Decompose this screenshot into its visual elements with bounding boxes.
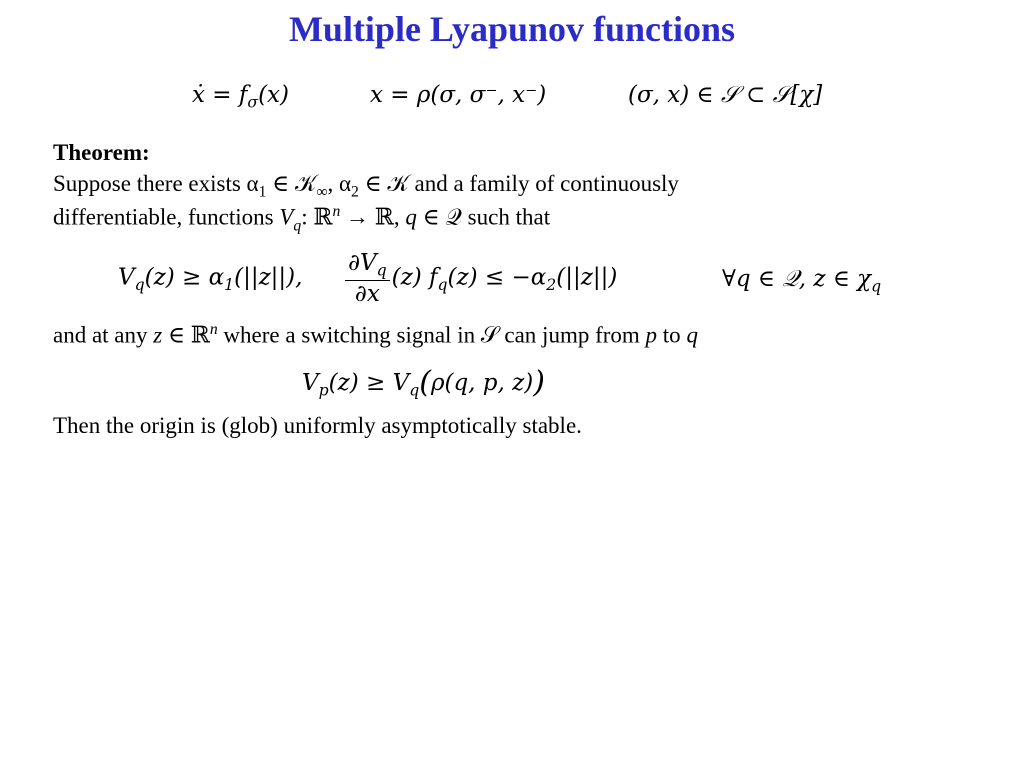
theorem-line-3: and at any z ∈ ℝ$^n$ where a switching signal in 𝒮 can jump from p to q bbox=[53, 321, 698, 348]
condition-jump: $V_p(z) \ge V_q(\rho(q$, p, z)) bbox=[302, 365, 545, 400]
equation-reset: x = ρ(σ, σ⁻, x⁻) bbox=[370, 82, 547, 108]
theorem-line-2: differentiable, functions $V_q$: ℝ$^n$ → ℝ, q ∈ 𝒬 such that bbox=[53, 203, 551, 235]
equation-membership: (σ, x) ∈ 𝒮 ⊂ 𝒮[χ] bbox=[628, 82, 823, 108]
theorem-conclusion: Then the origin is (glob) uniformly asymptotically stable. bbox=[53, 413, 582, 438]
partial-fraction: $\frac{\partial V_q}{\partial x}$ bbox=[345, 250, 390, 307]
equation-system: ẋ = $f_\sigma(x)$ bbox=[192, 82, 289, 112]
theorem-line-1: Suppose there exists $\alpha_1$ ∈ 𝒦$_\infty$, $\alpha_2$ ∈ 𝒦 and a family of continuously bbox=[53, 171, 679, 201]
page-title: Multiple Lyapunov functions bbox=[288, 9, 736, 49]
condition-lyapunov: $V_q(z) \ge \alpha_1(||z||)$, $\frac{\partial V_q}{\partial x}$ (z) $f_q(z) \le -\alpha_2(||z||)$ bbox=[118, 250, 618, 307]
theorem-label: Theorem: bbox=[53, 140, 150, 165]
condition-forall: ∀q ∈ 𝒬, z ∈ $\chi_q$ bbox=[722, 266, 882, 296]
